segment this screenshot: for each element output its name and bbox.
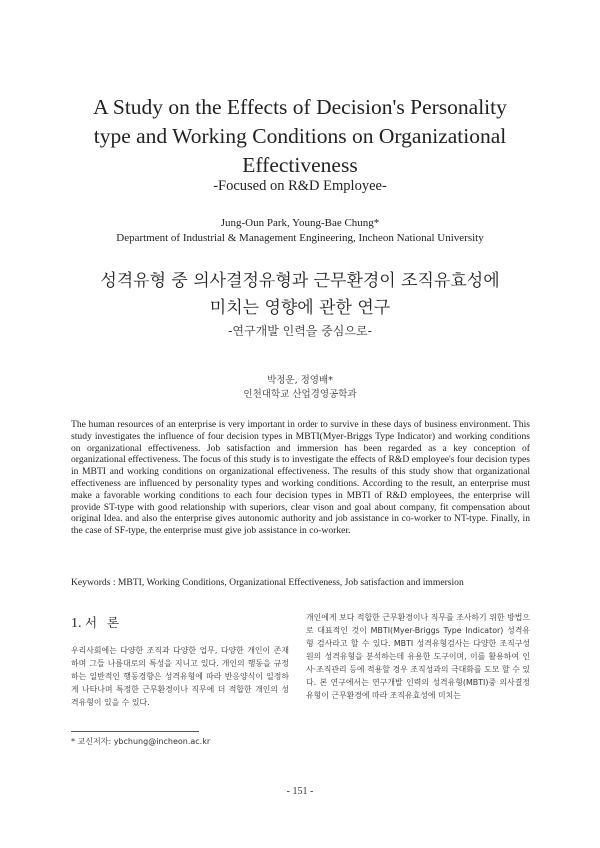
english-title-line: A Study on the Effects of Decision's Personality: [93, 95, 507, 119]
footnote-divider: [71, 731, 199, 732]
korean-authors: [60, 374, 540, 402]
english-title-line: type and Working Conditions on Organizational: [93, 124, 507, 148]
english-affiliation: Department of Industrial & Management Engineering, Incheon National University: [116, 232, 484, 244]
abstract: The human resources of an enterprise is very important in order to survive in these days of business environment. This study investigates the influence of four decision types in MBTI(Myer-Briggs Type Indicator) and working conditions on organizational effectiveness. Job satisfaction and immersion has been regarded as a key conception of organizational effectiveness. The focus of this study is to investigate the effects of R&D employee's four decision types in MBTI and working conditions on organizational effectiveness. The results of this study show that organizational effectiveness are influenced by personality types and working conditions. According to the result, an enterprise must make a favorable working conditions to each four decision types in MBTI of R&D employees, the enterprise will provide ST-type with good relationship with superiors, clear vison and goal about company, fit compensation about original Idea. and also the enterprise gives autonomic authority and job assistance in co-worker to NT-type. Finally, in the case of SF-type, the enterprise must give job assistance in co-worker.: [71, 419, 530, 537]
keywords: Keywords : MBTI, Working Conditions, Organizational Effectiveness, Job satisfaction and immersion: [71, 577, 464, 588]
korean-title-line: 미치는 영향에 관한 연구: [209, 298, 391, 318]
korean-title: [40, 268, 560, 322]
english-authors: [60, 216, 540, 246]
korean-affiliation: 인천대학교 산업경영공학과: [243, 389, 357, 400]
page-number: - 151 -: [286, 786, 314, 797]
english-subtitle: -Focused on R&D Employee-: [213, 178, 387, 194]
section-number: 1.: [71, 616, 82, 631]
body-right-column: 개인에게 보다 적합한 근무환경이나 직무를 조사하기 위한 방법으로 대표적인 것이 MBTI(Myer-Briggs Type Indicator) 성격유형 검사라고 할 수 있다. MBTI 성격유형검사는 다양한 조직구성원의 성격유형을 분석하는데 유용한 도구이며, 이를 활용하여 인사·조직관리 등에 적용할 경우 조직성과의 극대화를 도모 할 수 있다. 본 연구에서는 연구개발 인력의 성격유형(MBTI)중 의사결정유형이 근무환경에 따라 조직유효성에 미치는: [306, 613, 530, 700]
footnote: * 교신저자: ybchung@incheon.ac.kr: [71, 737, 211, 746]
english-author-names: Jung-Oun Park, Young-Bae Chung*: [220, 217, 380, 229]
english-title-line: Effectiveness: [242, 153, 358, 177]
english-title: [60, 93, 540, 180]
section-title: 서 론: [85, 615, 123, 630]
korean-title-line: 성격유형 중 의사결정유형과 근무환경이 조직유효성에: [100, 271, 500, 291]
section-heading: [71, 613, 122, 632]
body-left-column: 우리사회에는 다양한 조직과 다양한 업무, 다양한 개인이 존재하며 그들 나름대로의 특성을 지니고 있다. 개인의 행동을 규정하는 일반적인 행동경향은 성격유형에 따라 반응양식이 일정하게 나타나며 특정한 근무환경이나 직무에 더 적합한 개인의 성격유형이 있을 수 있다.: [71, 646, 289, 707]
korean-author-names: 박정운, 정영배*: [267, 375, 333, 386]
korean-subtitle: -연구개발 인력을 중심으로-: [228, 324, 372, 338]
